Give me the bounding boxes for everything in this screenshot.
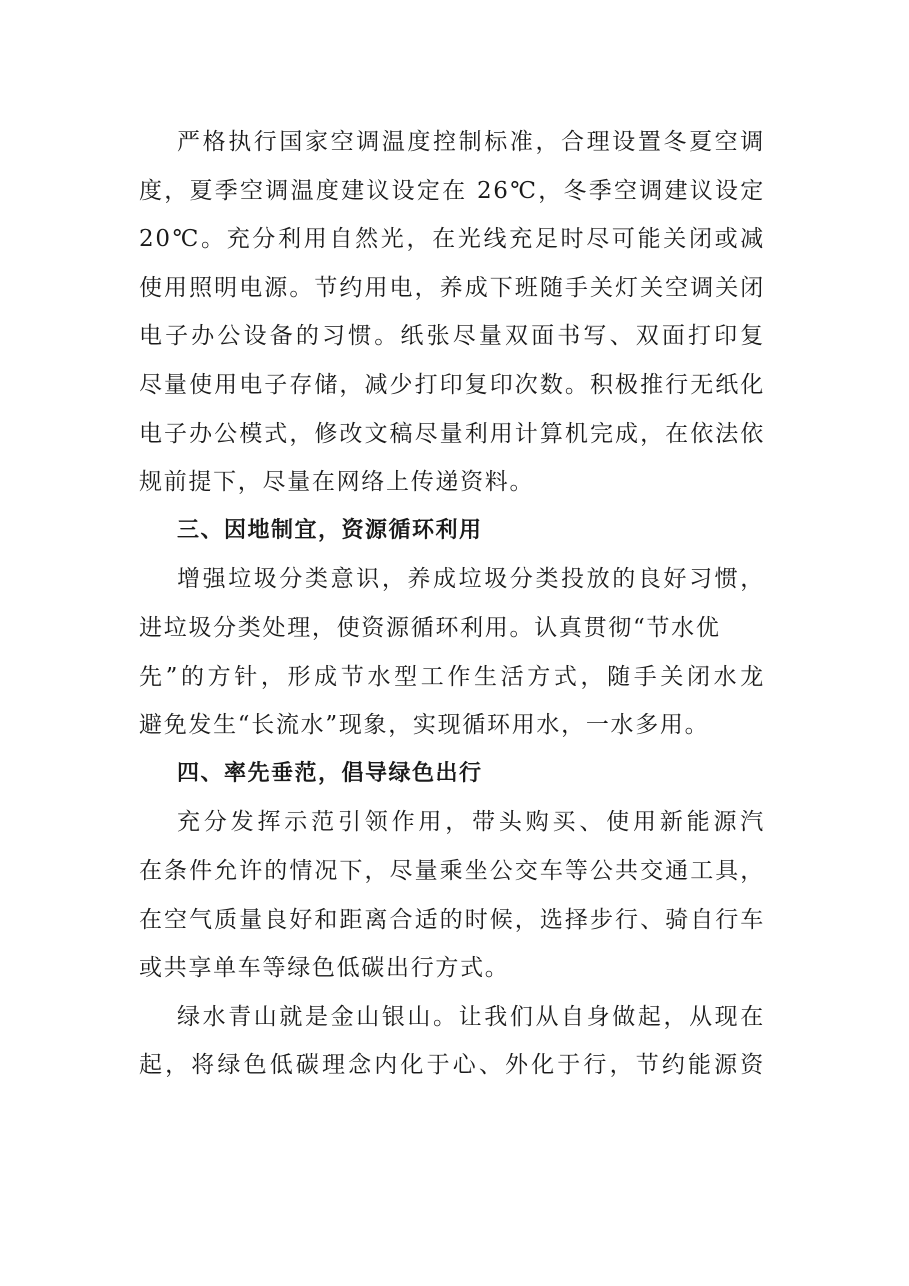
section-heading-3	[139, 507, 765, 556]
paragraph-green-travel	[139, 798, 765, 992]
text-line: 尽量使用电子存储，减少打印复印次数。积极推行无纸化	[139, 371, 765, 398]
section-heading-4	[139, 750, 765, 799]
text-line: 严格执行国家空调温度控制标准，合理设置冬夏空调	[177, 129, 765, 155]
text-line: 充分发挥示范引领作用，带头购买、使用新能源汽	[177, 809, 765, 836]
text-line: 先”的方针，形成节水型工作生活方式，随手关闭水龙	[139, 663, 765, 690]
paragraph-closing	[139, 993, 765, 1090]
section-heading: 四、率先垂范，倡导绿色出行	[177, 760, 483, 786]
paragraph-office-energy	[139, 118, 765, 507]
paragraph-recycling	[139, 555, 765, 749]
text-line: 起，将绿色低碳理念内化于心、外化于行，节约能源资	[139, 1052, 765, 1079]
text-line: 避免发生“长流水”现象，实现循环用水，一水多用。	[139, 712, 710, 739]
section-heading: 三、因地制宜，资源循环利用	[177, 517, 483, 543]
text-line: 进垃圾分类处理，使资源循环利用。认真贯彻“节水优	[139, 614, 721, 641]
document-body	[139, 118, 765, 1090]
text-line: 绿水青山就是金山银山。让我们从自身做起，从现在	[177, 1003, 765, 1030]
text-line: 度，夏季空调温度建议设定在 26℃，冬季空调建议设定	[139, 177, 765, 204]
text-line: 规前提下，尽量在网络上传递资料。	[139, 469, 535, 496]
text-line: 在空气质量良好和距离合适的时候，选择步行、骑自行车	[139, 906, 765, 933]
text-line: 电子办公设备的习惯。纸张尽量双面书写、双面打印复	[139, 323, 765, 350]
text-line: 增强垃圾分类意识，养成垃圾分类投放的良好习惯，	[177, 566, 765, 593]
text-line: 电子办公模式，修改文稿尽量利用计算机完成，在依法依	[139, 420, 765, 447]
text-line: 或共享单车等绿色低碳出行方式。	[139, 955, 510, 982]
text-line: 使用照明电源。节约用电，养成下班随手关灯关空调关闭	[139, 274, 765, 301]
text-line: 在条件允许的情况下，尽量乘坐公交车等公共交通工具，	[139, 857, 765, 884]
text-line: 20℃。充分利用自然光，在光线充足时尽可能关闭或减	[139, 226, 765, 253]
